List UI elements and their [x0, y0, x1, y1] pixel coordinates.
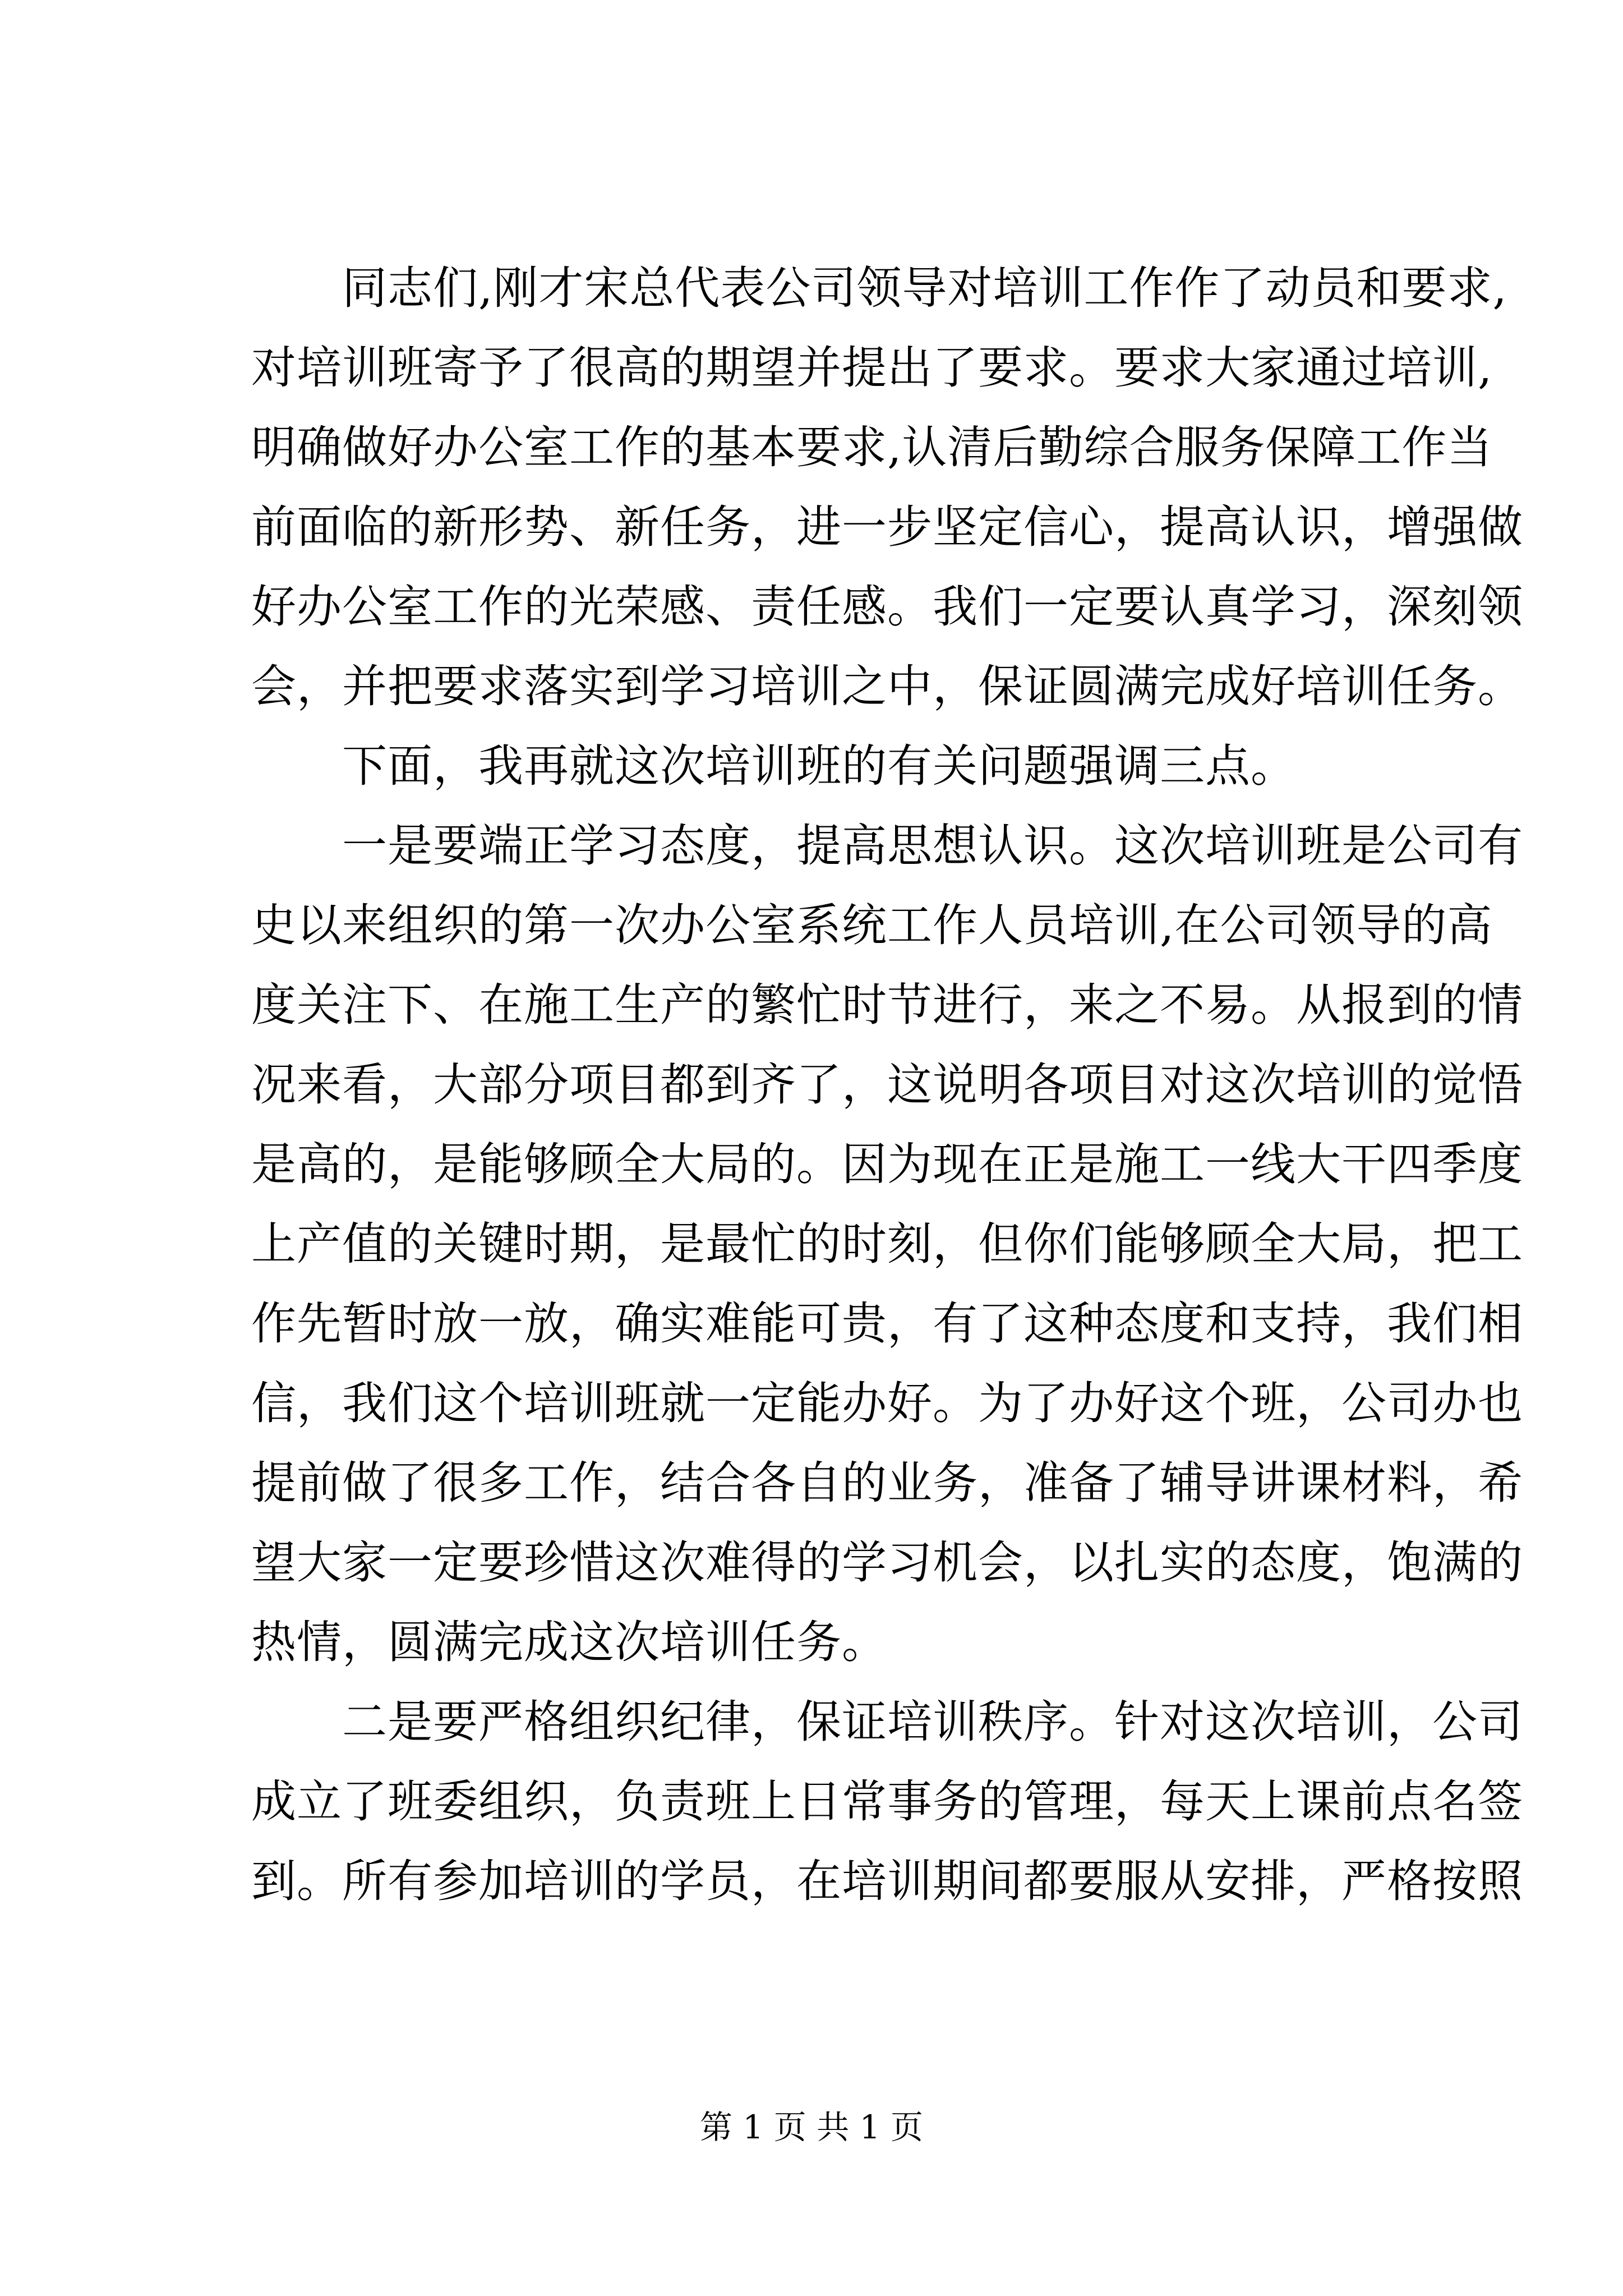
text-line: 同志们,刚才宋总代表公司领导对培训工作作了动员和要求,	[251, 262, 1507, 314]
text-line: 明确做好办公室工作的基本要求,认清后勤综合服务保障工作当	[251, 421, 1493, 473]
text-line: 一是要端正学习态度，提高思想认识。这次培训班是公司有	[251, 820, 1523, 872]
text-line: 是高的，是能够顾全大局的。因为现在正是施工一线大干四季度	[251, 1138, 1523, 1190]
text-line: 对培训班寄予了很高的期望并提出了要求。要求大家通过培训,	[251, 342, 1493, 394]
text-line: 好办公室工作的光荣感、责任感。我们一定要认真学习，深刻领	[251, 581, 1523, 633]
text-line: 热情，圆满完成这次培训任务。	[251, 1616, 887, 1668]
text-line: 作先暂时放一放，确实难能可贵，有了这种态度和支持，我们相	[251, 1297, 1523, 1350]
page-number-label: 第 1 页 共 1 页	[700, 2108, 923, 2146]
page-footer	[0, 2105, 1623, 2150]
text-line: 下面，我再就这次培训班的有关问题强调三点。	[251, 740, 1296, 792]
text-line: 前面临的新形势、新任务，进一步坚定信心，提高认识，增强做	[251, 501, 1523, 553]
text-line: 度关注下、在施工生产的繁忙时节进行，来之不易。从报到的情	[251, 979, 1523, 1031]
text-line: 望大家一定要珍惜这次难得的学习机会，以扎实的态度，饱满的	[251, 1536, 1523, 1589]
text-line: 二是要严格组织纪律，保证培训秩序。针对这次培训，公司	[251, 1696, 1523, 1748]
text-line: 提前做了很多工作，结合各自的业务，准备了辅导讲课材料，希	[251, 1457, 1523, 1509]
text-line: 会，并把要求落实到学习培训之中，保证圆满完成好培训任务。	[251, 660, 1523, 712]
text-line: 到。所有参加培训的学员，在培训期间都要服从安排，严格按照	[251, 1855, 1523, 1907]
text-line: 史以来组织的第一次办公室系统工作人员培训,在公司领导的高	[251, 899, 1493, 951]
document-body	[251, 249, 1523, 1921]
text-line: 况来看，大部分项目都到齐了，这说明各项目对这次培训的觉悟	[251, 1059, 1523, 1111]
text-line: 上产值的关键时期，是最忙的时刻，但你们能够顾全大局，把工	[251, 1218, 1523, 1270]
text-line: 成立了班委组织，负责班上日常事务的管理，每天上课前点名签	[251, 1775, 1523, 1828]
text-line: 信，我们这个培训班就一定能办好。为了办好这个班，公司办也	[251, 1377, 1523, 1429]
